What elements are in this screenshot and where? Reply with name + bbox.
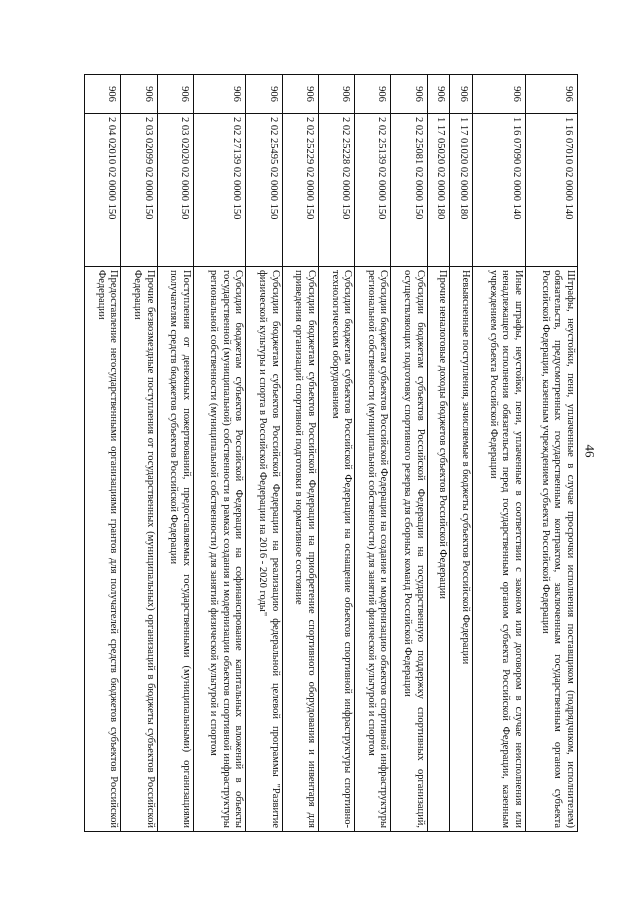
- revenue-name-cell: Субсидии бюджетам субъектов Российской Федерации на софинансирование капитальных вложений в объекты государственной (муниципальной) собственности в рамках создания и модернизации объектов спортивной инфраструктуры региональной собственности (муниципальной собственности) для занятий физической культурой и спортом: [193, 267, 245, 832]
- table-row: [318, 75, 354, 832]
- budget-code-cell: 2 02 25495 02 0000 150: [246, 114, 282, 267]
- admin-code-cell: 906: [427, 75, 450, 114]
- table-row: [85, 75, 121, 832]
- admin-code-cell: 906: [157, 75, 193, 114]
- revenue-name-cell: Субсидии бюджетам субъектов Российской Федерации на реализацию федеральной целевой программы "Развитие физической культуры и спорта в Российской Федерации на 2016 - 2020 годы": [246, 267, 282, 832]
- table-row: [525, 75, 577, 832]
- admin-code-cell: 906: [85, 75, 121, 114]
- revenue-name-cell: Штрафы, неустойки, пени, уплаченные в случае просрочки исполнения поставщиком (подрядчиком, исполнителем) обязательств, предусмотренных государственным контрактом, заключенным государственным органом субъекта Российской Федерации, казенным учреждением субъекта Российской Федерации: [525, 267, 577, 832]
- table-row: [391, 75, 427, 832]
- admin-code-cell: 906: [450, 75, 473, 114]
- admin-code-cell: 906: [318, 75, 354, 114]
- table-row: [427, 75, 450, 832]
- revenue-name-cell: Субсидии бюджетам субъектов Российской Федерации на приобретение спортивного оборудования и инвентаря для приведения организаций спортивной подготовки в нормативное состояние: [282, 267, 318, 832]
- table-row: [246, 75, 282, 832]
- rotated-table-container: [84, 74, 578, 832]
- budget-code-cell: 2 02 27139 02 0000 150: [193, 114, 245, 267]
- admin-code-cell: 906: [391, 75, 427, 114]
- admin-code-cell: 906: [355, 75, 391, 114]
- revenue-name-cell: Субсидии бюджетам субъектов Российской Федерации на оснащение объектов спортивной инфраструктуры спортивно-технологическим оборудованием: [318, 267, 354, 832]
- budget-code-cell: 2 02 25229 02 0000 150: [282, 114, 318, 267]
- revenue-name-cell: Субсидии бюджетам субъектов Российской Федерации на создание и модернизацию объектов спортивной инфраструктуры региональной собственности (муниципальной собственности) для занятий физической культурой и спортом: [355, 267, 391, 832]
- table-row: [450, 75, 473, 832]
- page-number: 46: [582, 444, 598, 458]
- revenue-name-cell: Субсидии бюджетам субъектов Российской Федерации на государственную поддержку спортивных организаций, осуществляющих подготовку спортивного резерва для сборных команд Российской Федерации: [391, 267, 427, 832]
- admin-code-cell: 906: [473, 75, 525, 114]
- budget-code-cell: 1 17 05020 02 0000 180: [427, 114, 450, 267]
- revenue-name-cell: Невыясненные поступления, зачисляемые в бюджеты субъектов Российской Федерации: [450, 267, 473, 832]
- admin-code-cell: 906: [282, 75, 318, 114]
- revenue-name-cell: Прочие неналоговые доходы бюджетов субъектов Российской Федерации: [427, 267, 450, 832]
- revenue-name-cell: Предоставление негосударственными организациями грантов для получателей средств бюджетов субъектов Российской Федерации: [85, 267, 121, 832]
- budget-code-cell: 2 03 02020 02 0000 150: [157, 114, 193, 267]
- table-row: [157, 75, 193, 832]
- admin-code-cell: 906: [525, 75, 577, 114]
- admin-code-cell: 906: [193, 75, 245, 114]
- table-row: [193, 75, 245, 832]
- table-row: [121, 75, 157, 832]
- budget-code-cell: 2 02 25139 02 0000 150: [355, 114, 391, 267]
- revenue-name-cell: Иные штрафы, неустойки, пени, уплаченные в соответствии с законом или договором в случае неисполнения или ненадлежащего исполнения обязательств перед государственным органом субъекта Российской Федерации, казенным учреждением субъекта Российской Федерации: [473, 267, 525, 832]
- revenue-codes-table: [84, 74, 578, 832]
- budget-code-cell: 1 16 07090 02 0000 140: [473, 114, 525, 267]
- table-row: [473, 75, 525, 832]
- budget-code-cell: 2 03 02099 02 0000 150: [121, 114, 157, 267]
- admin-code-cell: 906: [121, 75, 157, 114]
- budget-code-cell: 2 02 25081 02 0000 150: [391, 114, 427, 267]
- revenue-name-cell: Поступления от денежных пожертвований, предоставляемых государственными (муниципальными) организациями получателям средств бюджетов субъектов Российской Федерации: [157, 267, 193, 832]
- table-row: [355, 75, 391, 832]
- table-body: [85, 75, 578, 832]
- budget-code-cell: 2 02 25228 02 0000 150: [318, 114, 354, 267]
- budget-code-cell: 1 17 01020 02 0000 180: [450, 114, 473, 267]
- admin-code-cell: 906: [246, 75, 282, 114]
- table-row: [282, 75, 318, 832]
- revenue-name-cell: Прочие безвозмездные поступления от государственных (муниципальных) организаций в бюджеты субъектов Российской Федерации: [121, 267, 157, 832]
- budget-code-cell: 1 16 07010 02 0000 140: [525, 114, 577, 267]
- budget-code-cell: 2 04 02010 02 0000 150: [85, 114, 121, 267]
